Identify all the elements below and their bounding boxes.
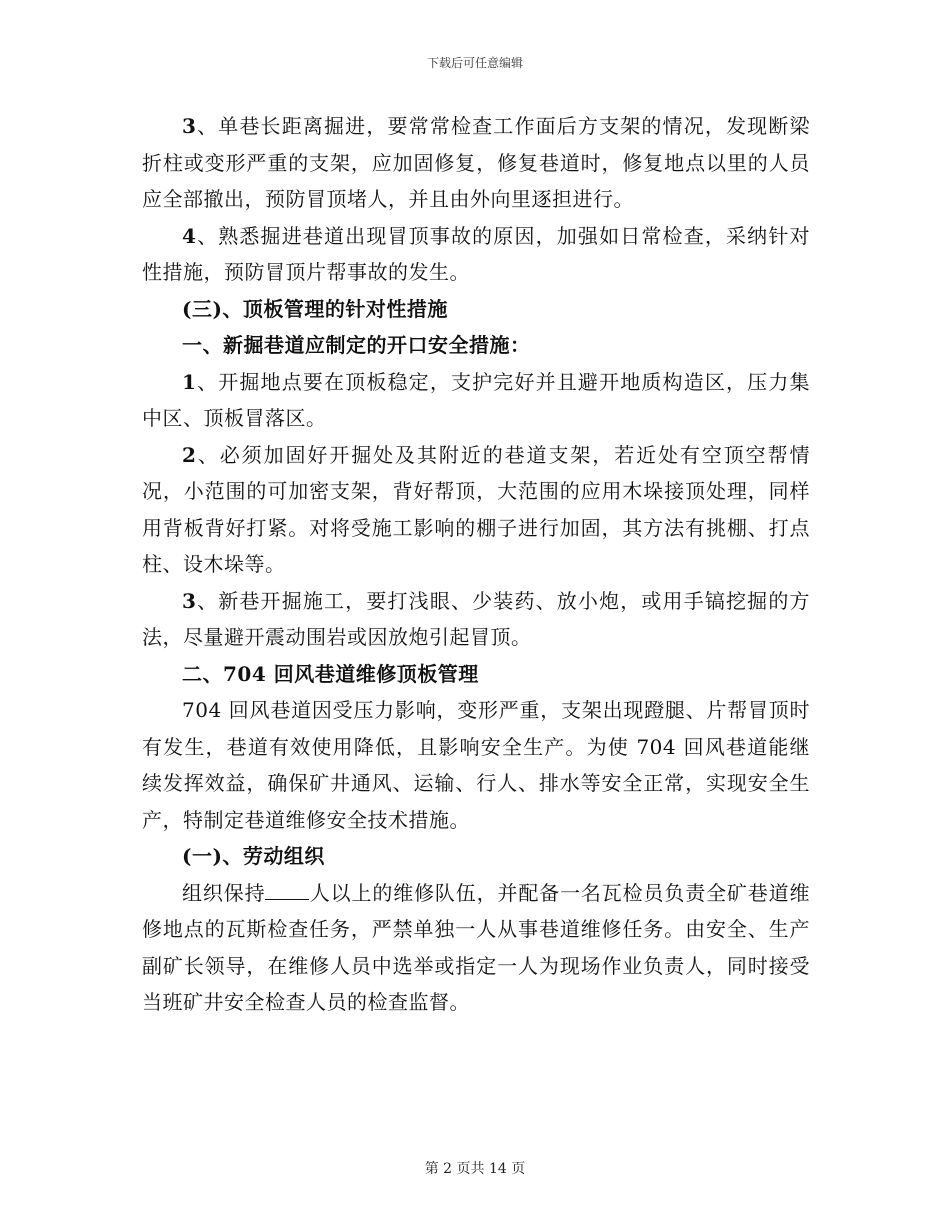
paragraph-text-before-blank: 组织保持 [182, 880, 266, 905]
document-body [142, 108, 810, 1021]
item-number: 1 [182, 369, 197, 394]
paragraph-item-2 [142, 437, 810, 583]
section-heading-labor-organization: (一)、劳动组织 [182, 844, 325, 868]
paragraph-text-after-blank: 人以上的维修队伍，并配备一名瓦检员负责全矿巷道维修地点的瓦斯检查任务，严禁单独一人从事巷道维修任务。由安全、生产副矿长领导，在维修人员中选举或指定一人为现场作业负责人，同时接受当班矿井安全检查人员的检查监督。 [142, 880, 811, 1014]
item-number: 4 [182, 223, 197, 248]
paragraph-item-3 [142, 108, 810, 218]
item-number: 3 [182, 588, 197, 613]
section-heading-704-repair: 二、704 回风巷道维修顶板管理 [182, 661, 479, 686]
page-footer: 第 2 页共 14 页 [424, 1161, 526, 1177]
item-number: 3 [182, 114, 197, 138]
paragraph-item-3b [142, 583, 810, 656]
paragraph-item-1 [142, 364, 810, 437]
fill-in-blank [265, 881, 309, 900]
paragraph-text: 、熟悉掘进巷道出现冒顶事故的原因，加强如日常检查，采纳针对性措施，预防冒顶片帮事故的发生。 [142, 223, 810, 284]
paragraph-text: 、开掘地点要在顶板稳定，支护完好并且避开地质构造区，压力集中区、顶板冒落区。 [142, 369, 810, 430]
paragraph-item-4 [142, 218, 810, 291]
section-heading-roof-measures: (三)、顶板管理的针对性措施 [182, 296, 448, 321]
paragraph-704-description: 704 回风巷道因受压力影响，变形严重，支架出现蹬腿、片帮冒顶时有发生，巷道有效使用降低，且影响安全生产。为使 704 回风巷道能继续发挥效益，确保矿井通风、运输、行人、排水等安全正常，实现安全生产，特制定巷道维修安全技术措施。 [142, 698, 810, 832]
section-heading-opening-safety: 一、新掘巷道应制定的开口安全措施： [182, 333, 531, 357]
paragraph-text: 、必须加固好开掘处及其附近的巷道支架，若近处有空顶空帮情况，小范围的可加密支架，背好帮顶，大范围的应用木垛接顶处理，同样用背板背好打紧。对将受施工影响的棚子进行加固，其方法有挑棚、打点柱、设木垛等。 [142, 442, 810, 576]
paragraph-text: 、新巷开掘施工，要打浅眼、少装药、放小炮，或用手镐挖掘的方法，尽量避开震动围岩或因放炮引起冒顶。 [142, 588, 810, 649]
page-header: 下载后可任意编辑 [426, 56, 523, 70]
paragraph-labor-organization [142, 875, 810, 1021]
paragraph-text: 、单巷长距离掘进，要常常检查工作面后方支架的情况，发现断梁折柱或变形严重的支架，应加固修复，修复巷道时，修复地点以里的人员应全部撤出，预防冒顶堵人，并且由外向里逐担进行。 [142, 114, 810, 211]
item-number: 2 [182, 442, 197, 467]
